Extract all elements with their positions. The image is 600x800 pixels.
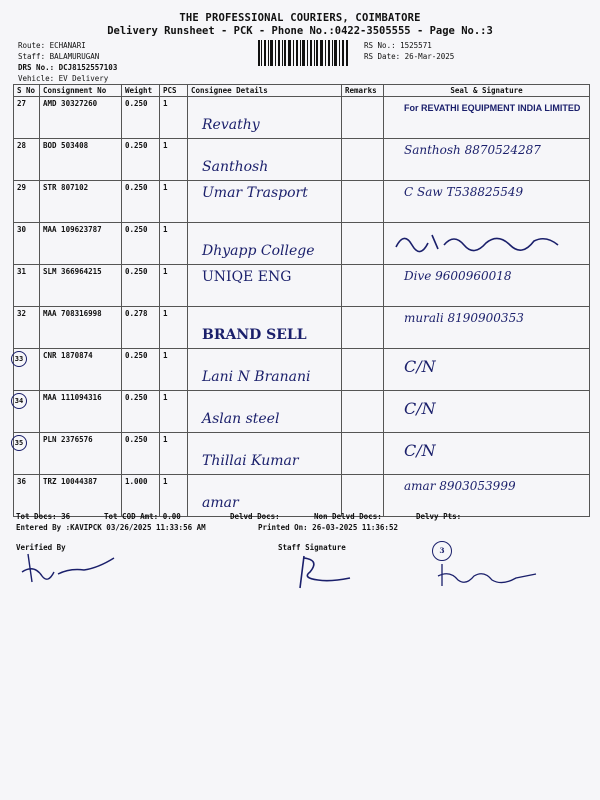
pcs-cell: 1: [160, 475, 188, 517]
consignee-cell: [188, 433, 342, 475]
remarks-cell: [342, 223, 384, 265]
sno-cell: 31: [14, 265, 40, 307]
consignee-cell: [188, 139, 342, 181]
weight-cell: 0.250: [122, 97, 160, 139]
table-row: [14, 475, 590, 517]
seal-cell: [384, 139, 590, 181]
remarks-cell: [342, 433, 384, 475]
seal-handwriting: C/N: [404, 357, 436, 376]
third-signature-icon: [436, 560, 546, 590]
consignee-cell: [188, 475, 342, 517]
table-row: [14, 265, 590, 307]
consignee-handwriting: Revathy: [202, 117, 260, 133]
seal-cell: [384, 97, 590, 139]
weight-cell: 0.250: [122, 391, 160, 433]
consignment-cell: AMD 30327260: [40, 97, 122, 139]
remarks-cell: [342, 475, 384, 517]
col-pcs: PCS: [160, 85, 188, 97]
pcs-cell: 1: [160, 433, 188, 475]
weight-cell: 1.000: [122, 475, 160, 517]
consignee-cell: [188, 265, 342, 307]
weight-cell: 0.250: [122, 433, 160, 475]
consignment-cell: MAA 708316998: [40, 307, 122, 349]
seal-cell: [384, 349, 590, 391]
col-seal: Seal & Signature: [384, 85, 590, 97]
remarks-cell: [342, 391, 384, 433]
seal-handwriting: C Saw T538825549: [404, 185, 524, 199]
circled-number: 35: [11, 435, 27, 451]
consignee-handwriting: Aslan steel: [202, 411, 280, 427]
circled-number: 34: [11, 393, 27, 409]
pcs-cell: 1: [160, 181, 188, 223]
meta-left: [18, 40, 117, 84]
seal-cell: [384, 307, 590, 349]
consignment-cell: BOD 503408: [40, 139, 122, 181]
page-mark-circle: 3: [432, 541, 452, 561]
table-row: [14, 139, 590, 181]
table-header-row: [14, 85, 590, 97]
sno-cell: 28: [14, 139, 40, 181]
col-remarks: Remarks: [342, 85, 384, 97]
route-label: Route: ECHANARI: [18, 41, 86, 50]
weight-cell: 0.250: [122, 139, 160, 181]
sno-cell: [14, 349, 40, 391]
consignment-cell: PLN 2376576: [40, 433, 122, 475]
seal-handwriting: Dive 9600960018: [404, 269, 512, 283]
signature-scribble-icon: [394, 227, 574, 255]
rs-date-label: RS Date: 26-Mar-2025: [364, 52, 455, 61]
consignee-cell: [188, 181, 342, 223]
weight-cell: 0.250: [122, 181, 160, 223]
sno-cell: 29: [14, 181, 40, 223]
consignee-handwriting: Santhosh: [202, 159, 269, 175]
weight-cell: 0.250: [122, 349, 160, 391]
seal-cell: [384, 391, 590, 433]
company-title: THE PROFESSIONAL COURIERS, COIMBATORE: [179, 12, 421, 24]
sno-cell: [14, 391, 40, 433]
remarks-cell: [342, 307, 384, 349]
remarks-cell: [342, 139, 384, 181]
vehicle-label: Vehicle: EV Delivery: [18, 74, 109, 83]
drs-label: DRS No.: DCJ8152557103: [18, 63, 118, 72]
table-row: [14, 223, 590, 265]
pcs-cell: 1: [160, 265, 188, 307]
seal-handwriting: C/N: [404, 441, 436, 460]
seal-cell: [384, 181, 590, 223]
sno-cell: 32: [14, 307, 40, 349]
weight-cell: 0.278: [122, 307, 160, 349]
consignee-cell: [188, 97, 342, 139]
runsheet-subtitle: Delivery Runsheet - PCK - Phone No.:0422-3505555 - Page No.:3: [107, 25, 493, 37]
tot-cod: Tot COD Amt: 0.00: [104, 512, 181, 521]
consignee-handwriting: UNIQE ENG: [202, 269, 292, 285]
consignee-cell: [188, 307, 342, 349]
seal-cell: [384, 223, 590, 265]
consignee-handwriting: Lani N Branani: [202, 369, 311, 385]
verifier-signature-icon: [14, 550, 124, 590]
consignee-handwriting: Umar Trasport: [202, 185, 308, 201]
pcs-cell: 1: [160, 307, 188, 349]
seal-handwriting: amar 8903053999: [404, 479, 516, 493]
table-row: [14, 97, 590, 139]
staff-signature-label: Staff Signature: [278, 543, 346, 552]
sno-cell: 27: [14, 97, 40, 139]
consignment-cell: STR 807102: [40, 181, 122, 223]
consignee-handwriting: BRAND SELL: [202, 327, 307, 343]
printed-on: Printed On: 26-03-2025 11:36:52: [258, 523, 398, 532]
delvy-pts: Delvy Pts:: [416, 512, 462, 521]
barcode-icon: [258, 40, 348, 66]
table-row: [14, 307, 590, 349]
remarks-cell: [342, 349, 384, 391]
seal-cell: [384, 265, 590, 307]
pcs-cell: 1: [160, 97, 188, 139]
sno-cell: 30: [14, 223, 40, 265]
consignee-cell: [188, 349, 342, 391]
pcs-cell: 1: [160, 391, 188, 433]
seal-cell: [384, 433, 590, 475]
seal-handwriting: murali 8190900353: [404, 311, 524, 325]
pcs-cell: 1: [160, 223, 188, 265]
pcs-cell: 1: [160, 349, 188, 391]
table-row: [14, 349, 590, 391]
remarks-cell: [342, 181, 384, 223]
seal-handwriting: C/N: [404, 399, 436, 418]
consignment-cell: MAA 109623787: [40, 223, 122, 265]
col-sno: S No: [14, 85, 40, 97]
consignment-cell: TRZ 10044387: [40, 475, 122, 517]
meta-right: [364, 40, 454, 62]
consignee-cell: [188, 391, 342, 433]
consignment-cell: SLM 366964215: [40, 265, 122, 307]
sno-cell: 36: [14, 475, 40, 517]
remarks-cell: [342, 265, 384, 307]
table-row: [14, 391, 590, 433]
consignee-cell: [188, 223, 342, 265]
consignment-cell: MAA 111094316: [40, 391, 122, 433]
consignee-handwriting: Thillai Kumar: [202, 453, 299, 469]
table-row: [14, 181, 590, 223]
staff-label: Staff: BALAMURUGAN: [18, 52, 100, 61]
tot-docs: Tot Docs: 36: [16, 512, 71, 521]
seal-handwriting: Santhosh 8870524287: [404, 143, 541, 157]
col-weight: Weight: [122, 85, 160, 97]
consignee-handwriting: Dhyapp College: [202, 243, 315, 259]
seal-cell: [384, 475, 590, 517]
verified-by-label: Verified By: [16, 543, 66, 552]
remarks-cell: [342, 97, 384, 139]
delvd-docs: Delvd Docs:: [230, 512, 280, 521]
pcs-cell: 1: [160, 139, 188, 181]
rs-no-label: RS No.: 1525571: [364, 41, 432, 50]
staff-signature-icon: [290, 552, 370, 592]
col-consignment: Consignment No: [40, 85, 122, 97]
col-consignee: Consignee Details: [188, 85, 342, 97]
consignment-cell: CNR 1870874: [40, 349, 122, 391]
weight-cell: 0.250: [122, 223, 160, 265]
runsheet-table: [13, 84, 590, 517]
consignee-handwriting: amar: [202, 495, 239, 511]
entered-by: Entered By :KAVIPCK 03/26/2025 11:33:56 AM: [16, 523, 206, 532]
circled-number: 33: [11, 351, 27, 367]
weight-cell: 0.250: [122, 265, 160, 307]
seal-stamp: For REVATHI EQUIPMENT INDIA LIMITED: [404, 103, 581, 113]
non-delvd-docs: Non Delvd Docs:: [314, 512, 382, 521]
sno-cell: [14, 433, 40, 475]
table-row: [14, 433, 590, 475]
